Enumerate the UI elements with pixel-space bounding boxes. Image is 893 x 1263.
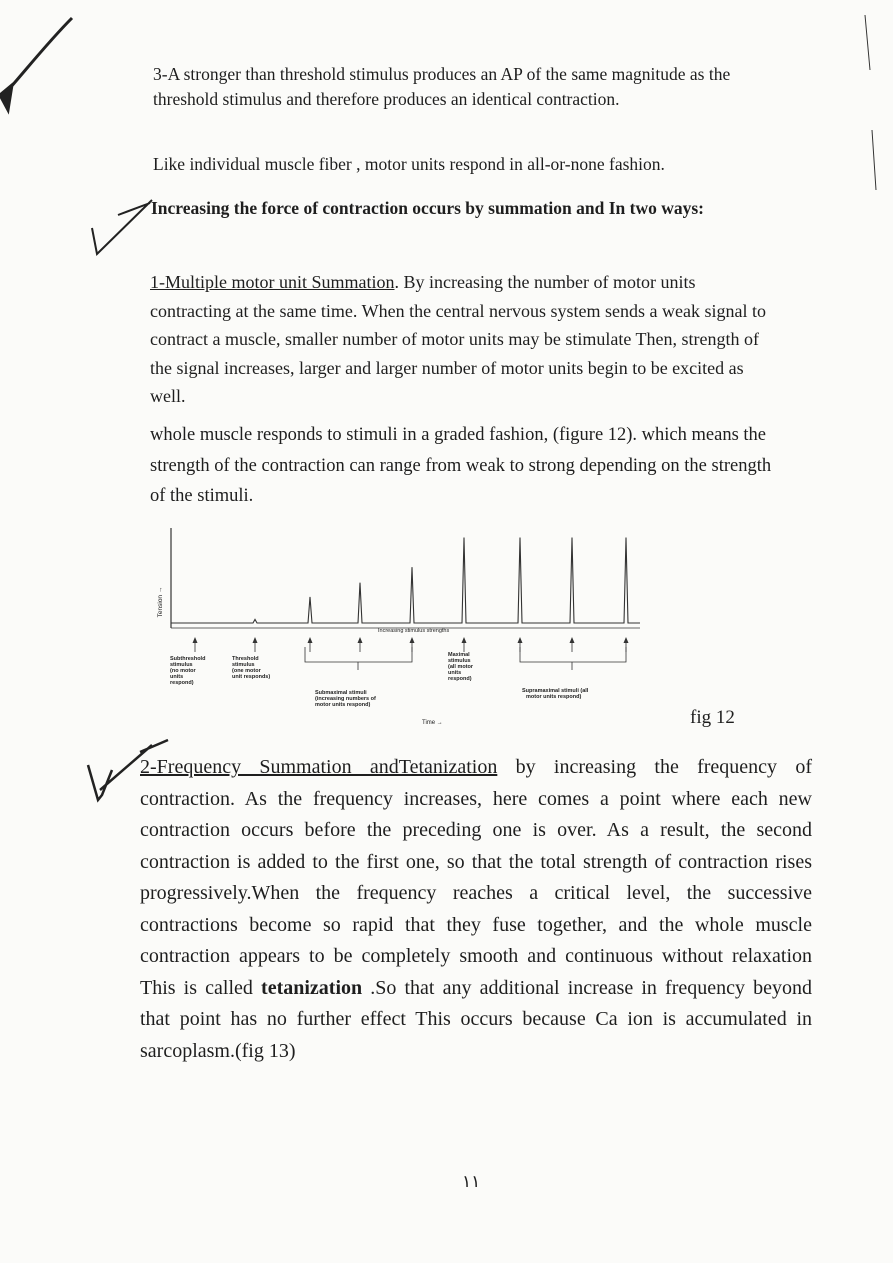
heading-check-mark: [92, 200, 152, 254]
stimulus-arrowhead-8: [570, 637, 575, 643]
stimulus-arrowhead-9: [624, 637, 629, 643]
multiple-summation-term: 1-Multiple motor unit Summation: [150, 272, 395, 292]
tetanization-term: tetanization: [261, 976, 363, 999]
paragraph-all-or-none: Like individual muscle fiber , motor units respond in all-or-none fashion.: [153, 154, 665, 174]
supramaximal-label: Supramaximal stimuli (all motor units respond): [522, 688, 589, 700]
stimulus-arrows: [193, 637, 629, 652]
threshold-label: Threshold stimulus (one motor unit responds): [232, 656, 271, 680]
right-margin-line: [865, 15, 876, 190]
section-heading: Increasing the force of contraction occurs by summation and In two ways:: [151, 198, 705, 218]
stimulus-arrowhead-1: [193, 637, 198, 643]
increasing-stimulus-label: Increasing stimulus strengths: [378, 628, 450, 634]
frequency-text-before: by increasing the frequency of contraction. As the frequency increases, here comes a point where each new contraction occurs before the preceding one is over. As a result, the second contraction is added to the first one, so that the total strength of contraction rises progressively.When the frequency reaches a critical level, the successive contractions become so rapid that they fuse together, and the whole muscle contraction appears to be completely smooth and continuous without relaxation This is called: [140, 756, 813, 999]
maximal-label: Maximal stimulus (all motor units respond): [448, 652, 474, 682]
stimulus-arrowhead-2: [253, 637, 258, 643]
figure-caption: fig 12: [690, 707, 735, 728]
x-axis-label: Time →: [422, 720, 443, 726]
y-axis-label: Tension →: [157, 586, 164, 618]
paragraph-multiple-summation: [150, 268, 770, 411]
subthreshold-label: Subthreshold stimulus (no motor units respond): [170, 656, 206, 686]
stimulus-arrowhead-7: [518, 637, 523, 643]
stimulus-arrowhead-4: [358, 637, 363, 643]
stimulus-arrowhead-5: [410, 637, 415, 643]
stimulus-arrowhead-3: [308, 637, 313, 643]
tension-trace: [171, 538, 640, 624]
submaximal-label: Submaximal stimuli (increasing numbers of motor units respond): [315, 690, 376, 708]
stimulus-arrowhead-6: [462, 637, 467, 643]
frequency-summation-term: 2-Frequency Summation andTetanization: [140, 756, 498, 778]
figure-12-chart: [150, 520, 650, 730]
page-number: ١١: [462, 1172, 481, 1191]
paragraph-frequency-summation: [140, 752, 812, 1067]
supramaximal-bracket: [520, 647, 626, 670]
multiple-summation-text: . By increasing the number of motor units contracting at the same time. When the central nervous system sends a weak signal to contract a muscle, smaller number of motor units may be stimulate Then, strength of the signal increases, larger and larger number of motor units begin to be excited as well.: [150, 272, 766, 406]
top-left-tick-mark: [0, 18, 72, 110]
frequency-text-after: .So that any additional increase in frequency beyond that point has no further effect This occurs because Ca ion is accumulated in sarcoplasm.(fig 13): [140, 976, 812, 1062]
submaximal-bracket: [305, 647, 412, 670]
paragraph-stronger-stimulus: 3-A stronger than threshold stimulus produces an AP of the same magnitude as the threshold stimulus and therefore produces an identical contraction.: [153, 64, 731, 109]
paragraph-graded-response: whole muscle responds to stimuli in a graded fashion, (figure 12). which means the strength of the contraction can range from weak to strong depending on the strength of the stimuli.: [150, 425, 772, 506]
